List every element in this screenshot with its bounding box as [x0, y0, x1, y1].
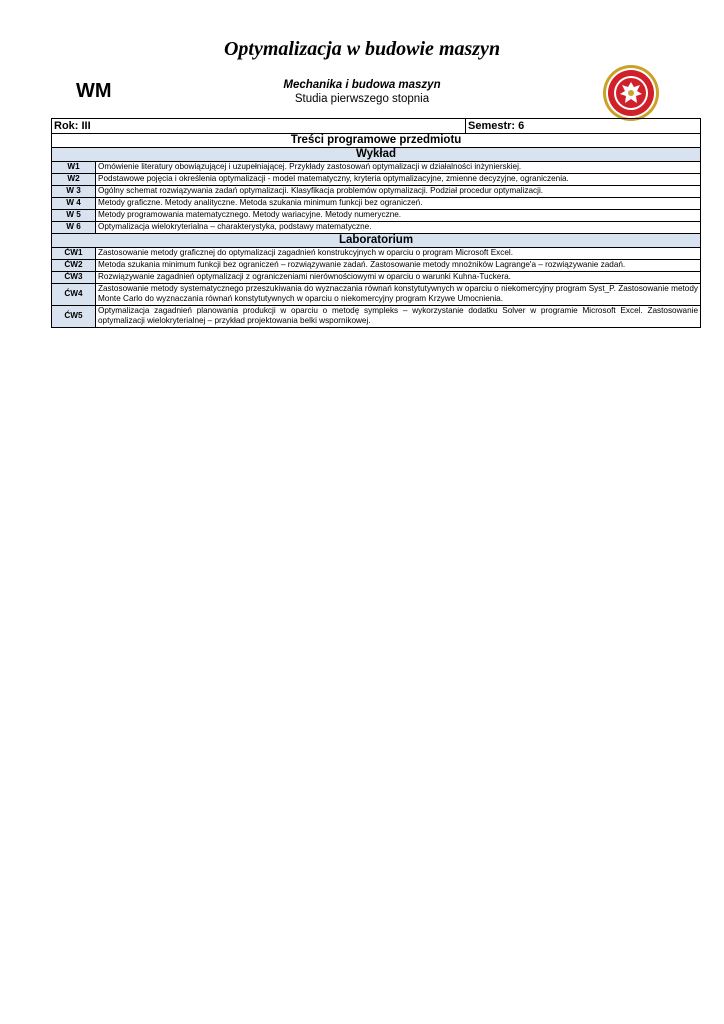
lab-code: ĆW2 [52, 260, 96, 272]
lab-code: ĆW4 [52, 284, 96, 306]
year-semester-row [52, 119, 701, 134]
lecture-description: Metody programowania matematycznego. Metody wariacyjne. Metody numeryczne. [96, 210, 701, 222]
study-level: Studia pierwszego stopnia [294, 93, 430, 105]
lab-row [52, 272, 701, 284]
lecture-row [52, 162, 701, 174]
faculty-name: Mechanika i budowa maszyn [283, 79, 441, 91]
lab-row [52, 260, 701, 272]
lab-description: Zastosowanie metody systematycznego przeszukiwania do wyznaczania równań konstytutywnych w oparciu o niekomercyjny program Syst_P. Zastosowanie metody Monte Carlo do wyznaczania równań konstytutywnych w oparciu o niekomercyjny program Krzywe Umocnienia. [96, 284, 701, 306]
document-title: Optymalizacja w budowie maszyn [223, 38, 501, 60]
lab-row [52, 305, 701, 327]
lecture-description: Optymalizacja wielokryterialna – charakterystyka, podstawy matematyczne. [96, 222, 701, 234]
lab-header: Laboratorium [52, 234, 701, 248]
content-header: Treści programowe przedmiotu [52, 134, 701, 148]
lecture-row [52, 210, 701, 222]
lab-description: Rozwiązywanie zagadnień optymalizacji z ograniczeniami nierównościowymi w oparciu o warunki Kuhna-Tuckera. [96, 272, 701, 284]
lab-header-row [52, 234, 701, 248]
lecture-row [52, 174, 701, 186]
lecture-code: W 4 [52, 198, 96, 210]
lecture-row [52, 186, 701, 198]
content-header-row [52, 134, 701, 148]
lecture-description: Podstawowe pojęcia i określenia optymalizacji - model matematyczny, kryteria optymalizacyjne, zmienne decyzyjne, ograniczenia. [96, 174, 701, 186]
lab-description: Optymalizacja zagadnień planowania produkcji w oparciu o metodę sympleks – wykorzystanie dodatku Solver w programie Microsoft Excel. Zastosowanie optymalizacji wielokryterialnej – przykład projektowania belki wspornikowej. [96, 305, 701, 327]
lecture-code: W 6 [52, 222, 96, 234]
lab-description: Metoda szukania minimum funkcji bez ograniczeń – rozwiązywanie zadań. Zastosowanie metody mnożników Lagrange'a – rozwiązywanie zadań. [96, 260, 701, 272]
lab-row [52, 284, 701, 306]
lecture-header-row [52, 148, 701, 162]
year-label: Rok: III [52, 119, 466, 134]
university-emblem-icon [602, 64, 660, 122]
department-code: WM [76, 80, 112, 102]
lecture-code: W 3 [52, 186, 96, 198]
lab-row [52, 248, 701, 260]
study-info [200, 78, 524, 106]
lecture-row [52, 222, 701, 234]
lecture-code: W2 [52, 174, 96, 186]
lecture-description: Ogólny schemat rozwiązywania zadań optymalizacji. Klasyfikacja problemów optymalizacji. Podział procedur optymalizacji. [96, 186, 701, 198]
lecture-code: W1 [52, 162, 96, 174]
course-content-table [51, 118, 701, 328]
lab-description: Zastosowanie metody graficznej do optymalizacji zagadnień konstrukcyjnych w oparciu o program Microsoft Excel. [96, 248, 701, 260]
lecture-description: Omówienie literatury obowiązującej i uzupełniającej. Przykłady zastosowań optymalizacji w działalności inżynierskiej. [96, 162, 701, 174]
lab-code: ĆW1 [52, 248, 96, 260]
lecture-header: Wykład [52, 148, 701, 162]
lab-code: ĆW5 [52, 305, 96, 327]
lecture-row [52, 198, 701, 210]
lecture-code: W 5 [52, 210, 96, 222]
semester-label: Semestr: 6 [466, 119, 701, 134]
lab-code: ĆW3 [52, 272, 96, 284]
lecture-description: Metody graficzne. Metody analityczne. Metoda szukania minimum funkcji bez ograniczeń. [96, 198, 701, 210]
